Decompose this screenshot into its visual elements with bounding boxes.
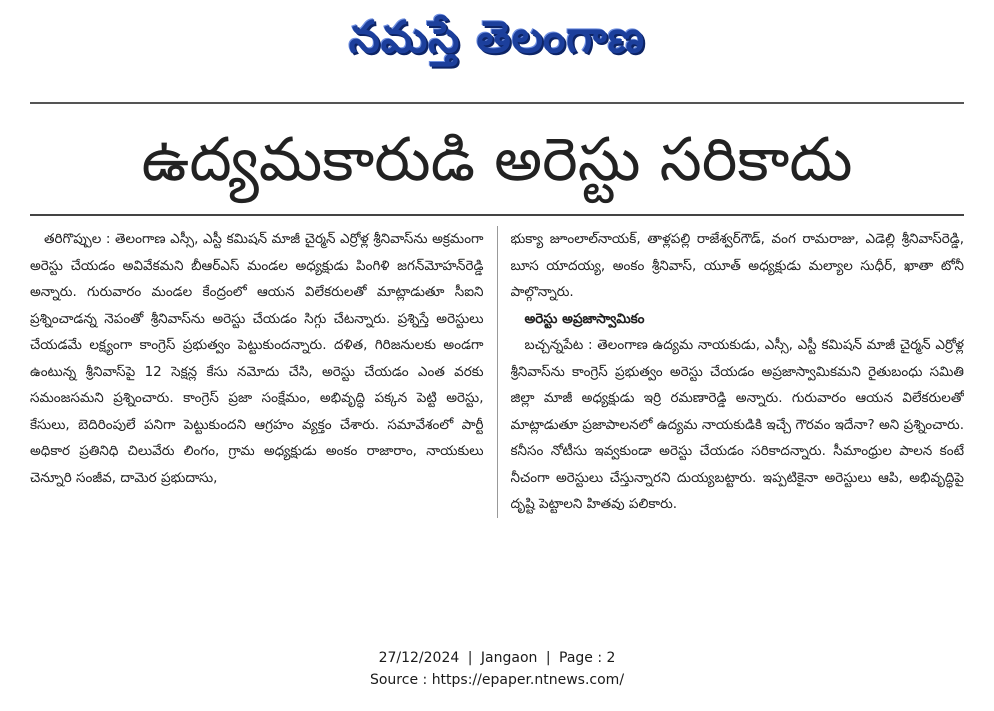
article-subheading: అరెస్టు అప్రజాస్వామికం <box>524 310 645 327</box>
article-clipping <box>30 110 964 630</box>
masthead-divider <box>30 102 964 104</box>
footer-source <box>0 672 994 688</box>
footer-source-label: Source : <box>369 672 428 688</box>
footer-source-link[interactable]: https://epaper.ntnews.com/ <box>431 672 625 688</box>
footer-info <box>0 650 994 666</box>
right-column-body: బచ్చన్నపేట : తెలంగాణ ఉద్యమ నాయకుడు, ఎస్సీ, ఎస్టీ కమిషన్ మాజీ చైర్మన్ ఎర్రోళ్ల శ్రీనివాస్‌ను కాంగ్రెస్ ప్రభుత్వం అరెస్టు చేయడం అప్రజాస్వామికమని రైతుబంధు సమితి జిల్లా మాజీ అధ్యక్షుడు ఇర్రి రమణారెడ్డి అన్నారు. గురువారం ఆయన విలేకరులతో మాట్లాడుతూ ప్రజాపాలనలో ఉద్యమ నాయకుడికి ఇచ్చే గౌరవం ఇదేనా? అని ప్రశ్నించారు. కనీసం నోటీసు ఇవ్వకుండా అరెస్టు చేయడం సరికాదన్నారు. సీమాంధ్రుల పాలన కంటే నీచంగా అరెస్టులు చేస్తున్నారని దుయ్యబట్టారు. ఇప్పటికైనా అరెస్టులు ఆపి, అభివృద్ధిపై దృష్టి పెట్టాలని హితవు పలికారు. <box>510 337 964 512</box>
right-column-intro: భుక్యా జూంలాల్‌నాయక్, తాళ్లపల్లి రాజేశ్వర్‌గౌడ్, వంగ రామరాజు, ఎడెల్లి శ్రీనివాస్‌రెడ్డి, బూస యాదయ్య, అంకం శ్రీనివాస్, యూత్ అధ్యక్షుడు మల్యాల సుధీర్, ఖాతా టోనీ పాల్గొన్నారు. <box>510 231 964 300</box>
footer-separator: | <box>467 650 473 666</box>
left-column-text: తరిగొప్పుల : తెలంగాణ ఎస్సీ, ఎస్టీ కమిషన్ మాజీ చైర్మన్ ఎర్రోళ్ల శ్రీనివాస్‌ను అక్రమంగా అరెస్టు చేయడం అవివేకమని బీఆర్‌ఎస్ మండల అధ్యక్షుడు పింగిళి జగన్‌మోహన్‌రెడ్డి అన్నారు. గురువారం మండల కేంద్రంలో ఆయన విలేకరులతో మాట్లాడుతూ సీఐని ప్రశ్నించాడన్న నెపంతో శ్రీనివాస్‌ను అరెస్టు చేయడం సిగ్గు చేటన్నారు. ప్రశ్నిస్తే అరెస్టులు చేయడమే లక్ష్యంగా కాంగ్రెస్ ప్రభుత్వం పెట్టుకుందన్నారు. దళిత, గిరిజనులకు అండగా ఉంటున్న శ్రీనివాస్‌పై 12 సెక్షన్ల కేసు నమోదు చేసి, అరెస్టు చేయడం ఎంత వరకు సమంజసమని ప్రశ్నించారు. కాంగ్రెస్ ప్రజా సంక్షేమం, అభివృద్ధి పక్కన పెట్టి అరెస్టు, కేసులు, బెదిరింపులే పనిగా పెట్టుకుందని ఆగ్రహం వ్యక్తం చేశారు. సమావేశంలో పార్టీ అధికార ప్రతినిధి చిలువేరు లింగం, గ్రామ అధ్యక్షుడు అంకం రాజారాం, నాయకులు చెన్నూరి సంజీవ, దామెర ప్రభుదాసు, <box>30 231 484 486</box>
article-columns <box>30 226 964 518</box>
footer-separator: | <box>545 650 551 666</box>
article-headline: ఉద్యమకారుడి అరెస్టు సరికాదు <box>141 125 853 195</box>
headline-divider <box>30 214 964 216</box>
footer-edition: Jangaon <box>480 650 538 666</box>
column-divider <box>497 226 498 518</box>
footer-page: Page : 2 <box>559 650 616 666</box>
footer-date: 27/12/2024 <box>378 650 460 666</box>
left-column <box>30 226 484 518</box>
newspaper-logo: నమస్తే తెలంగాణ <box>348 12 646 63</box>
right-column <box>511 226 965 518</box>
masthead <box>0 8 994 68</box>
